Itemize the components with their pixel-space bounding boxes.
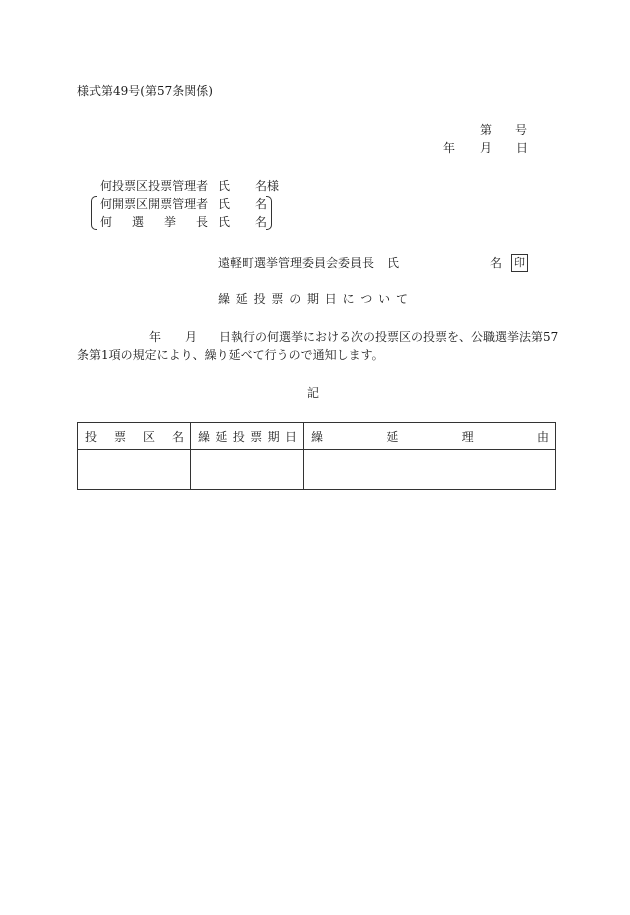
addressee-name-suffix: 名 [255, 215, 268, 229]
date-year: 年 [443, 141, 456, 155]
sender-name-suffix: 名 [490, 256, 503, 270]
brace-right [266, 196, 272, 230]
addressee-name-suffix: 名様 [255, 179, 280, 193]
addressee-ballot-manager [100, 179, 280, 193]
table-row [78, 450, 556, 490]
brace-left [91, 196, 97, 230]
cell-postponement-reason [304, 450, 556, 490]
body-month: 月 [185, 330, 198, 344]
header-polling-district: 投 票 区 名 [78, 423, 191, 450]
addressee-role: 何 選 挙 長 [100, 215, 208, 229]
date-month: 月 [480, 141, 493, 155]
seal-box: 印 [511, 254, 528, 272]
header-postponed-date: 繰 延 投 票 期 日 [191, 423, 304, 450]
sender-line [218, 256, 503, 270]
number-suffix: 号 [515, 123, 528, 137]
addressee-name-label: 氏 [218, 215, 231, 229]
body-line-2: 条第1項の規定により、繰り延べて行うので通知します。 [77, 348, 384, 362]
body-text: 日執行の何選挙における次の投票区の投票を、公職選挙法第57 [219, 330, 559, 344]
addressee-election-chief [100, 215, 268, 229]
cell-postponed-date [191, 450, 304, 490]
table-header-row [78, 423, 556, 450]
addressee-name-label: 氏 [218, 179, 231, 193]
addressee-role: 何 開 票 区 開 票 管 理 者 [100, 197, 209, 211]
header-postponement-reason: 繰 延 理 由 [304, 423, 556, 450]
form-title: 様式第49号(第57条関係) [77, 84, 213, 98]
addressee-role: 何 投 票 区 投 票 管 理 者 [100, 179, 209, 193]
body-year: 年 [149, 330, 162, 344]
document-heading: 繰 延 投 票 の 期 日 に つ い て [218, 292, 408, 306]
cell-polling-district [78, 450, 191, 490]
addressee-name-suffix: 名 [255, 197, 268, 211]
date-day: 日 [516, 141, 529, 155]
addressee-count-manager [100, 197, 268, 211]
postponed-polling-table [77, 422, 556, 490]
sender-org: 遠軽町選挙管理委員会委員長 [218, 256, 375, 270]
ki-label: 記 [307, 386, 320, 400]
document-number [480, 123, 528, 137]
number-prefix: 第 [480, 123, 493, 137]
addressee-name-label: 氏 [218, 197, 231, 211]
sender-name-label: 氏 [387, 256, 400, 270]
